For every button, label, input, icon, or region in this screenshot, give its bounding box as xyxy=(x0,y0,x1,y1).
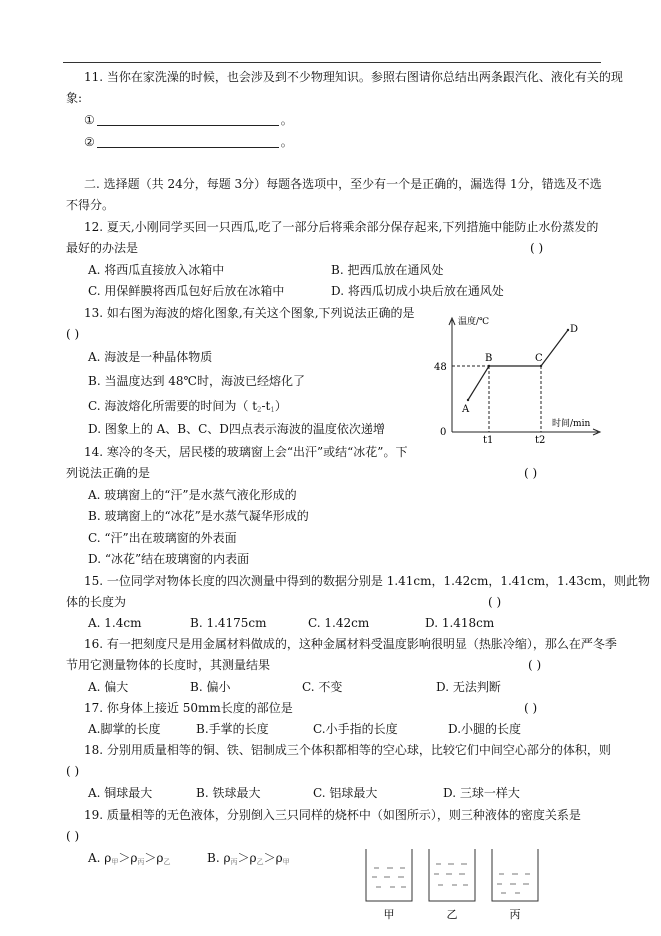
q18-option-b: B. 铁球最大 xyxy=(196,786,261,800)
curve-point xyxy=(488,365,490,367)
q19-b-rho2: ＞ρ xyxy=(237,851,257,865)
y-tick-label: 48 xyxy=(434,362,447,373)
q16-stem-line1: 16. 有一把刻度尺是用金属材料做成的，这种金属材料受温度影响很明显（热胀冷缩），那么在严冬季 xyxy=(84,637,617,651)
x-tick-label: t1 xyxy=(483,435,494,446)
q17-stem-line1: 17. 你身体上接近 50mm长度的部位是 xyxy=(84,701,293,715)
q13-t1-subscript: 1 xyxy=(270,406,275,414)
q13-option-c xyxy=(88,399,287,417)
q17-answer-paren: ( ) xyxy=(524,701,538,715)
q17-option-a: A.脚掌的长度 xyxy=(88,722,161,736)
melting-curve-line xyxy=(468,330,568,400)
point-label: B xyxy=(485,353,493,364)
q13-option-c-mid: -t xyxy=(261,399,271,413)
q19-option-a xyxy=(88,851,170,869)
q11-blank2 xyxy=(97,137,279,148)
q15-answer-paren: ( ) xyxy=(488,595,502,609)
q15-option-a: A. 1.4cm xyxy=(88,616,142,630)
q19-b-rho3: ＞ρ xyxy=(263,851,283,865)
q16-option-c: C. 不变 xyxy=(302,680,343,694)
q11-answer-2 xyxy=(84,135,293,149)
q18-option-c: C. 铝球最大 xyxy=(313,786,378,800)
q16-option-d: D. 无法判断 xyxy=(436,680,501,694)
q19-a-sub3: 乙 xyxy=(163,858,171,866)
q12-stem-line1: 12. 夏天,小刚同学买回一只西瓜,吃了一部分后将乘余部分保存起来,下列措施中能防止水份蒸发的 xyxy=(84,220,599,234)
point-label: C xyxy=(535,353,543,364)
q14-stem-line1: 14. 寒冷的冬天，居民楼的玻璃窗上会“出汗”或结“冰花”。下 xyxy=(84,445,408,459)
q12-option-c: C. 用保鲜膜将西瓜包好后放在冰箱中 xyxy=(88,284,285,298)
q19-b-sub3: 甲 xyxy=(282,858,290,866)
q13-t2-subscript: 2 xyxy=(257,406,262,414)
q15-stem-line1: 15. 一位同学对物体长度的四次测量中得到的数据分别是 1.41cm，1.42cm，1.41cm，1.43cm，则此物 xyxy=(84,574,650,588)
y-axis-label: 温度/℃ xyxy=(458,317,490,327)
q18-option-d: D. 三球一样大 xyxy=(443,786,520,800)
q16-option-a: A. 偏大 xyxy=(88,680,129,694)
section2-heading-line2: 不得分。 xyxy=(66,198,115,212)
q16-answer-paren: ( ) xyxy=(528,658,542,672)
beaker-bing xyxy=(492,849,538,901)
q18-stem-line1: 18. 分别用质量相等的铜、铁、铝制成三个体积都相等的空心球，比较它们中间空心部分的体积，则 xyxy=(84,743,611,757)
q19-a-sub2: 丙 xyxy=(137,858,145,866)
q13-option-a: A. 海波是一种晶体物质 xyxy=(88,350,213,364)
q11-stem-line1: 11. 当你在家洗澡的时候，也会涉及到不少物理知识。参照右图请你总结出两条跟汽化、液化有关的现 xyxy=(84,70,623,84)
q14-stem-line2: 列说法正确的是 xyxy=(66,466,151,480)
beakers-figure xyxy=(360,843,545,923)
q19-a-rho1: A. ρ xyxy=(88,851,112,865)
q15-option-b: B. 1.4175cm xyxy=(190,616,267,630)
q12-option-a: A. 将西瓜直接放入冰箱中 xyxy=(88,263,225,277)
q18-option-a: A. 铜球最大 xyxy=(88,786,153,800)
q11-end-mark-1: 。 xyxy=(280,113,293,127)
header-rule xyxy=(63,62,601,63)
q14-option-a: A. 玻璃窗上的“汗”是水蒸气液化形成的 xyxy=(88,488,297,502)
q11-blank1 xyxy=(97,115,279,126)
q12-answer-paren: ( ) xyxy=(530,241,544,255)
q19-stem-line1: 19. 质量相等的无色液体，分别倒入三只同样的烧杯中（如图所示），则三种液体的密度关系是 xyxy=(84,808,581,822)
beaker-label-bing: 丙 xyxy=(509,908,521,921)
q17-option-c: C.小手指的长度 xyxy=(313,722,398,736)
q13-option-c-close: ） xyxy=(274,399,287,413)
q14-option-b: B. 玻璃窗上的“冰花”是水蒸气凝华形成的 xyxy=(88,509,309,523)
q14-option-c: C. “汗”出在玻璃窗的外表面 xyxy=(88,531,237,545)
q11-answer-1 xyxy=(84,113,293,127)
q13-answer-paren: ( ) xyxy=(66,327,80,341)
q19-a-sub1: 甲 xyxy=(111,858,119,866)
q15-option-c: C. 1.42cm xyxy=(308,616,370,630)
x-tick-label: t2 xyxy=(535,435,546,446)
q12-option-b: B. 把西瓜放在通风处 xyxy=(331,263,444,277)
q19-b-sub2: 乙 xyxy=(256,858,264,866)
q19-answer-paren: ( ) xyxy=(66,829,80,843)
q11-stem-line2: 象: xyxy=(66,91,83,105)
q13-stem-line1: 13. 如右图为海波的熔化图象,有关这个图象,下列说法正确的是 xyxy=(84,306,415,320)
q19-a-rho3: ＞ρ xyxy=(144,851,164,865)
q11-end-mark-2: 。 xyxy=(280,135,293,149)
q17-option-d: D.小腿的长度 xyxy=(448,722,522,736)
q13-option-d: D. 图象上的 A、B、C、D四点表示海波的温度依次递增 xyxy=(88,422,385,436)
x-axis-label: 时间/min xyxy=(552,419,591,429)
beaker-yi xyxy=(429,849,475,901)
q19-b-rho1: B. ρ xyxy=(207,851,231,865)
q19-b-sub1: 丙 xyxy=(230,858,238,866)
q19-option-b xyxy=(207,851,290,869)
curve-point xyxy=(467,399,469,401)
q13-option-b: B. 当温度达到 48℃时，海波已经熔化了 xyxy=(88,374,305,388)
q14-option-d: D. “冰花”结在玻璃窗的内表面 xyxy=(88,552,250,566)
section2-heading-line1: 二. 选择题（共 24分，每题 3分）每题各选项中，至少有一个是正确的，漏选得 1分，错选及不选 xyxy=(84,177,602,191)
q11-blank2-label: ② xyxy=(84,135,95,149)
q16-stem-line2: 节用它测量物体的长度时，其测量结果 xyxy=(66,658,271,672)
q15-stem-line2: 体的长度为 xyxy=(66,595,127,609)
beaker-jia xyxy=(366,849,412,901)
q11-blank1-label: ① xyxy=(84,113,95,127)
curve-point xyxy=(540,365,542,367)
melting-curve-chart xyxy=(430,314,605,449)
curve-point xyxy=(567,329,569,331)
beaker-label-jia: 甲 xyxy=(383,908,395,921)
q12-option-d: D. 将西瓜切成小块后放在通风处 xyxy=(331,284,504,298)
q14-answer-paren: ( ) xyxy=(524,466,538,480)
q12-stem-line2: 最好的办法是 xyxy=(66,241,139,255)
q18-answer-paren: ( ) xyxy=(66,764,80,778)
beaker-label-yi: 乙 xyxy=(446,908,458,921)
origin-label: 0 xyxy=(440,427,447,438)
q19-a-rho2: ＞ρ xyxy=(118,851,138,865)
q13-option-c-text: C. 海波熔化所需要的时间为（ t xyxy=(88,399,258,413)
q17-option-b: B.手掌的长度 xyxy=(196,722,269,736)
q16-option-b: B. 偏小 xyxy=(190,680,231,694)
point-label: D xyxy=(570,324,579,335)
q15-option-d: D. 1.418cm xyxy=(425,616,495,630)
point-label: A xyxy=(462,404,470,415)
